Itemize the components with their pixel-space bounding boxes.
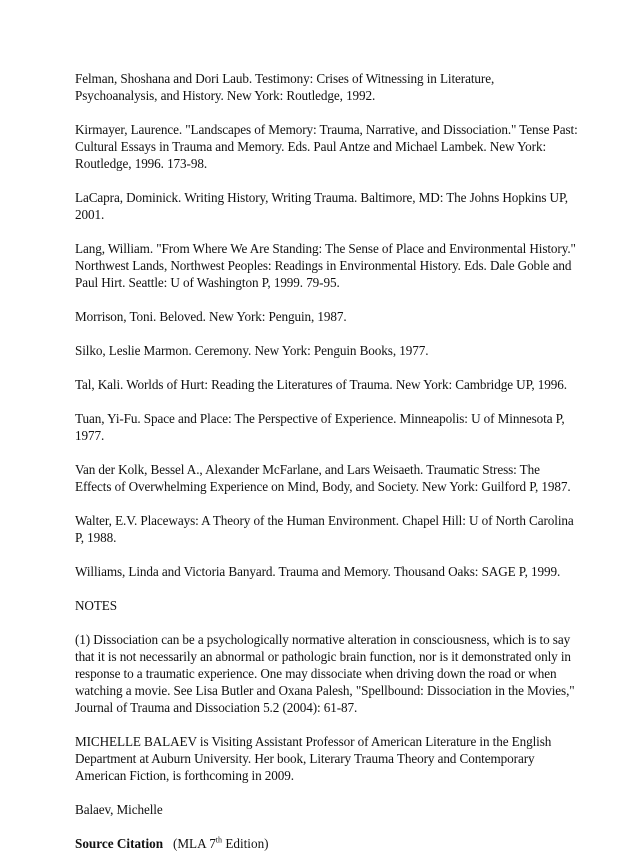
source-citation — [75, 835, 570, 852]
works-cited-entry — [75, 410, 570, 444]
works-cited-line: P, 1988. — [75, 530, 117, 545]
works-cited-line: 1977. — [75, 428, 105, 443]
works-cited-entry — [75, 121, 578, 172]
works-cited-entry — [75, 461, 570, 495]
works-cited-entry — [75, 70, 570, 104]
author-name — [75, 801, 570, 818]
works-cited-entry — [75, 308, 570, 325]
works-cited-line: LaCapra, Dominick. Writing History, Writing Trauma. Baltimore, MD: The Johns Hopkins UP, — [75, 190, 568, 205]
bio-line: American Fiction, is forthcoming in 2009. — [75, 768, 294, 783]
works-cited-line: 2001. — [75, 207, 105, 222]
works-cited-entry — [75, 189, 570, 223]
document-page — [75, 70, 578, 852]
note-line: (1) Dissociation can be a psychologically normative alteration in consciousness, which is to say — [75, 632, 571, 647]
source-citation-label: Source Citation — [75, 836, 164, 851]
source-citation-edition-prefix: (MLA 7 — [172, 836, 216, 851]
notes-heading-text: NOTES — [75, 598, 117, 613]
works-cited-line: Routledge, 1996. 173-98. — [75, 156, 208, 171]
works-cited-entry — [75, 240, 576, 291]
works-cited-line: Lang, William. "From Where We Are Standing: The Sense of Place and Environmental History." — [75, 241, 576, 256]
works-cited-line: Morrison, Toni. Beloved. New York: Penguin, 1987. — [75, 309, 347, 324]
source-citation-edition-suffix: Edition) — [222, 836, 269, 851]
works-cited-line: Cultural Essays in Trauma and Memory. Eds. Paul Antze and Michael Lambek. New York: — [75, 139, 547, 154]
bio-line: Department at Auburn University. Her book, Literary Trauma Theory and Contemporary — [75, 751, 535, 766]
works-cited-line: Walter, E.V. Placeways: A Theory of the Human Environment. Chapel Hill: U of North Carolina — [75, 513, 574, 528]
works-cited-entry — [75, 512, 574, 546]
author-name-text: Balaev, Michelle — [75, 802, 163, 817]
note-line: that it is not necessarily an abnormal or pathologic brain function, nor is it demonstrated only in — [75, 649, 571, 664]
works-cited-entry — [75, 376, 570, 393]
works-cited-line: Northwest Lands, Northwest Peoples: Readings in Environmental History. Eds. Dale Goble and — [75, 258, 572, 273]
note-line: Journal of Trauma and Dissociation 5.2 (2004): 61-87. — [75, 700, 358, 715]
note-1 — [75, 631, 575, 716]
note-line: watching a movie. See Lisa Butler and Oxana Palesh, "Spellbound: Dissociation in the Movies," — [75, 683, 575, 698]
works-cited-entry — [75, 342, 570, 359]
works-cited-entry — [75, 563, 570, 580]
note-line: response to a traumatic experience. One may dissociate when driving down the road or when — [75, 666, 557, 681]
works-cited-line: Tuan, Yi-Fu. Space and Place: The Perspective of Experience. Minneapolis: U of Minnesota P, — [75, 411, 565, 426]
source-citation-edition-sup: th — [215, 835, 223, 845]
works-cited-line: Paul Hirt. Seattle: U of Washington P, 1999. 79-95. — [75, 275, 340, 290]
works-cited-line: Felman, Shoshana and Dori Laub. Testimony: Crises of Witnessing in Literature, — [75, 71, 495, 86]
works-cited-line: Kirmayer, Laurence. "Landscapes of Memory: Trauma, Narrative, and Dissociation." Tense Past: — [75, 122, 578, 137]
notes-heading — [75, 597, 570, 614]
works-cited-line: Psychoanalysis, and History. New York: Routledge, 1992. — [75, 88, 376, 103]
bio-line: MICHELLE BALAEV is Visiting Assistant Professor of American Literature in the English — [75, 734, 552, 749]
works-cited-line: Tal, Kali. Worlds of Hurt: Reading the Literatures of Trauma. New York: Cambridge UP, 1996. — [75, 377, 567, 392]
works-cited-line: Effects of Overwhelming Experience on Mind, Body, and Society. New York: Guilford P, 1987. — [75, 479, 571, 494]
works-cited-line: Van der Kolk, Bessel A., Alexander McFarlane, and Lars Weisaeth. Traumatic Stress: The — [75, 462, 540, 477]
works-cited-list — [75, 70, 578, 580]
works-cited-line: Williams, Linda and Victoria Banyard. Trauma and Memory. Thousand Oaks: SAGE P, 1999. — [75, 564, 561, 579]
author-bio — [75, 733, 570, 784]
works-cited-line: Silko, Leslie Marmon. Ceremony. New York: Penguin Books, 1977. — [75, 343, 429, 358]
